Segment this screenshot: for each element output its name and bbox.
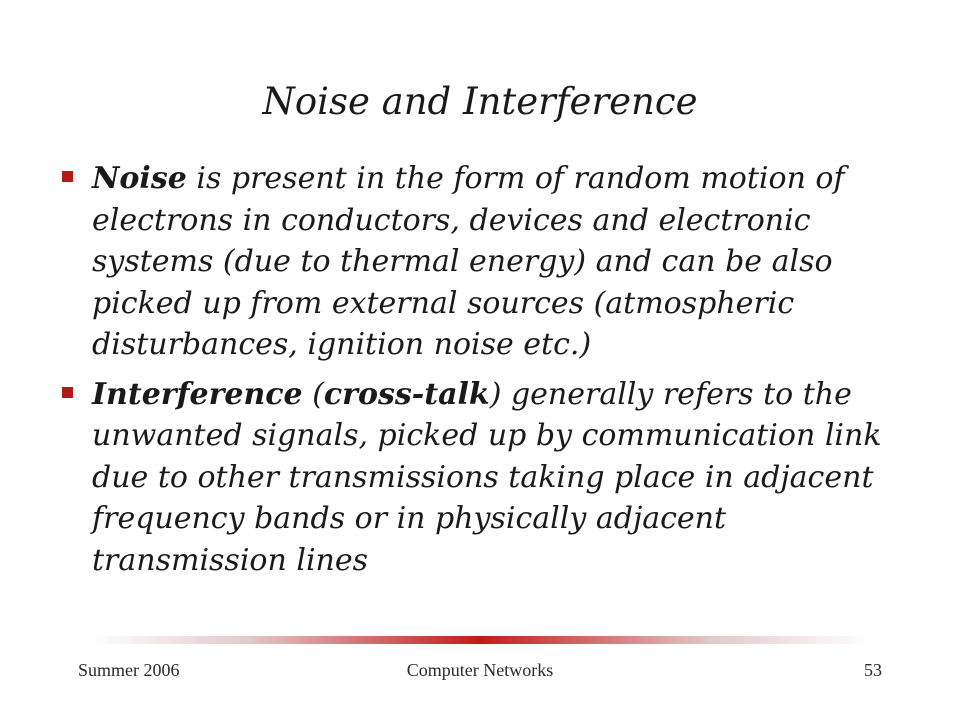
bullet-alt-term: cross-talk	[323, 376, 490, 412]
bullet-list	[62, 158, 902, 589]
bullet-text: is present in the form of random motion of electrons in conductors, devices and electronic systems (due to thermal energy) and can be also picked up from external sources (atmospheric disturbances, ignition noise etc.)	[92, 161, 845, 362]
footer-course: Computer Networks	[406, 660, 554, 680]
bullet-term: Interference	[92, 376, 303, 412]
bullet-text: ) generally refers to the unwanted signals, picked up by communication link due to other transmissions taking place in adjacent frequency bands or in physically adjacent transmission lines	[92, 376, 882, 578]
footer-divider	[90, 636, 870, 644]
slide-number: 53	[864, 660, 882, 680]
slide-title: Noise and Interference	[262, 80, 698, 123]
bullet-paren-open: (	[302, 376, 324, 412]
bullet-interference	[62, 374, 902, 582]
bullet-term: Noise	[92, 161, 187, 196]
square-bullet-icon	[62, 387, 73, 398]
bullet-noise	[62, 158, 902, 366]
footer-date: Summer 2006	[78, 660, 180, 680]
square-bullet-icon	[62, 171, 73, 182]
